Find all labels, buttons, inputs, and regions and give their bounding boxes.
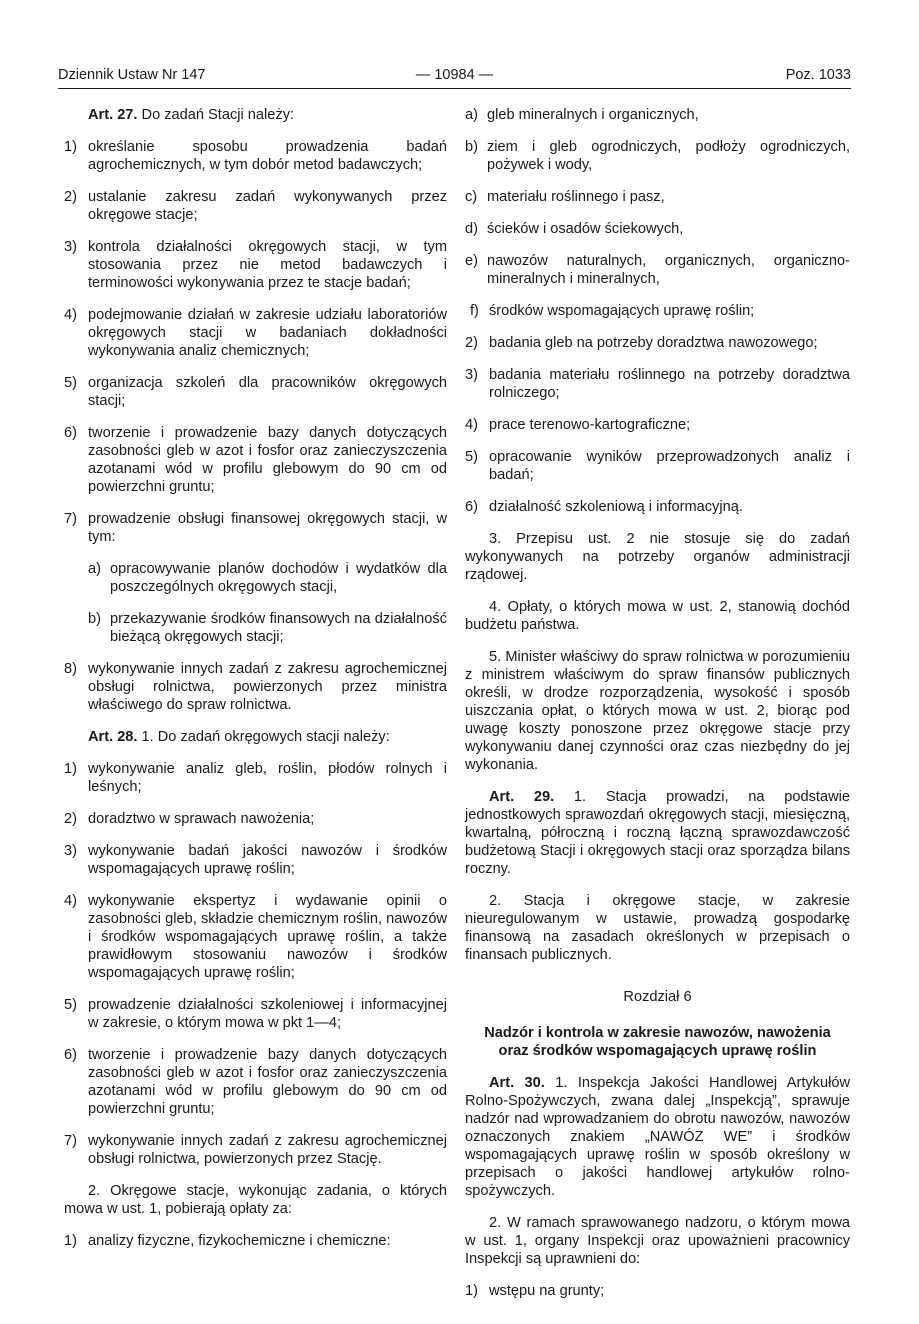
list-item: 4) prace terenowo-kartograficzne; bbox=[465, 417, 691, 433]
art28-intro: 1. Do zadań okręgowych stacji należy: bbox=[137, 729, 390, 745]
art30-label: Art. 30. bbox=[489, 1075, 545, 1091]
chapter-number: Rozdział 6 bbox=[623, 989, 692, 1005]
list-item: 1) wykonywanie analiz gleb, roślin, płodów rolnych i leśnych; bbox=[64, 761, 447, 795]
left-column bbox=[64, 106, 447, 1250]
list-item: 1) określanie sposobu prowadzenia badań agrochemicznych, w tym dobór metod badawczych; bbox=[64, 139, 447, 173]
list-item: 7) prowadzenie obsługi finansowej okręgowych stacji, w tym: bbox=[64, 511, 447, 545]
sub-item: f) środków wspomagających uprawę roślin; bbox=[470, 303, 755, 319]
art28-ust4: 4. Opłaty, o których mowa w ust. 2, stanowią dochód budżetu państwa. bbox=[465, 599, 850, 633]
art28-ust2: 2. Okręgowe stacje, wykonując zadania, o których mowa w ust. 1, pobierają opłaty za: bbox=[64, 1183, 447, 1217]
sub-item: d) ścieków i osadów ściekowych, bbox=[465, 221, 684, 237]
art30-text: 1. Inspekcja Jakości Handlowej Artykułów Rolno-Spożywczych, zwana dalej „Inspekcją”, sprawuje nadzór nad wprowadzaniem do obrotu nawozów, nawozów oznaczonych znakiem „NAWÓZ WE” i środków wspomagających uprawę roślin w sposób określony w przepisach o jakości handlowej artykułów rolno-spożywczych. bbox=[465, 1075, 850, 1199]
art27-label: Art. 27. bbox=[88, 107, 138, 123]
art30-ust2: 2. W ramach sprawowanego nadzoru, o którym mowa w ust. 1, organy Inspekcji oraz upoważnieni pracownicy Inspekcji są uprawnieni do: bbox=[465, 1215, 850, 1267]
page-header bbox=[58, 66, 851, 86]
right-column bbox=[465, 106, 850, 1300]
sub-item: a) opracowywanie planów dochodów i wydatków dla poszczególnych okręgowych stacji, bbox=[88, 561, 447, 595]
art28-heading bbox=[64, 728, 447, 746]
list-item: 1) wstępu na grunty; bbox=[465, 1283, 605, 1299]
list-item: 1) analizy fizyczne, fizykochemiczne i chemiczne: bbox=[64, 1233, 391, 1249]
art28-label: Art. 28. bbox=[88, 729, 138, 745]
sub-item: b) przekazywanie środków finansowych na działalność bieżącą okręgowych stacji; bbox=[88, 611, 447, 645]
list-item: 4) podejmowanie działań w zakresie udziału laboratoriów okręgowych stacji w badaniach dokładności wykonywania analiz chemicznych; bbox=[64, 307, 447, 359]
list-item: 3) badania materiału roślinnego na potrzeby doradztwa rolniczego; bbox=[465, 367, 850, 401]
art28-ust5: 5. Minister właściwy do spraw rolnictwa w porozumieniu z ministrem właściwym do spraw finansów publicznych określi, w drodze rozporządzenia, wysokość i sposób uiszczania opłat, o których mowa w ust. 2, biorąc pod uwagę koszty ponoszone przez okręgowe stacje przy wykonywaniu danej czynności oraz czas niezbędny do jej wykonania. bbox=[465, 649, 850, 773]
list-item: 2) ustalanie zakresu zadań wykonywanych przez okręgowe stacje; bbox=[64, 189, 447, 223]
art28-ust3: 3. Przepisu ust. 2 nie stosuje się do zadań wykonywanych na potrzeby organów administracji rządowej. bbox=[465, 531, 850, 583]
list-item: 5) prowadzenie działalności szkoleniowej i informacyjnej w zakresie, o którym mowa w pkt 1—4; bbox=[64, 997, 447, 1031]
art27-intro: Do zadań Stacji należy: bbox=[137, 107, 295, 123]
chapter-title: Nadzór i kontrola w zakresie nawozów, nawożenia oraz środków wspomagających uprawę roślin bbox=[484, 1025, 831, 1059]
position-number: Poz. 1033 bbox=[785, 67, 851, 83]
list-item: 6) tworzenie i prowadzenie bazy danych dotyczących zasobności gleb w azot i fosfor oraz zanieczyszczenia azotanami wód w profilu glebowym do 90 cm od powierzchni gruntu; bbox=[64, 1047, 447, 1117]
journal-title: Dziennik Ustaw Nr 147 bbox=[58, 67, 206, 83]
list-item: 2) doradztwo w sprawach nawożenia; bbox=[64, 811, 315, 827]
list-item: 7) wykonywanie innych zadań z zakresu agrochemicznej obsługi rolnictwa, powierzonych przez Stację. bbox=[64, 1133, 447, 1167]
sub-item: e) nawozów naturalnych, organicznych, organiczno-mineralnych i mineralnych, bbox=[465, 253, 850, 287]
list-item: 2) badania gleb na potrzeby doradztwa nawozowego; bbox=[465, 335, 818, 351]
list-item: 4) wykonywanie ekspertyz i wydawanie opinii o zasobności gleb, składzie chemicznym roślin, nawozów i środków wspomagających uprawę roślin, a także prawidłowym stosowaniu nawozów i środków wspomagających uprawę roślin; bbox=[64, 893, 447, 981]
list-item: 3) wykonywanie badań jakości nawozów i środków wspomagających uprawę roślin; bbox=[64, 843, 447, 877]
list-item: 3) kontrola działalności okręgowych stacji, w tym stosowania przez nie metod badawczych i terminowości wykonywania przez te stacje badań; bbox=[64, 239, 447, 291]
art29-ust2: 2. Stacja i okręgowe stacje, w zakresie nieuregulowanym w ustawie, prowadzą gospodarkę finansową na zasadach określonych w przepisach o finansach publicznych. bbox=[465, 893, 850, 963]
page-number: — 10984 — bbox=[415, 67, 494, 83]
list-item: 8) wykonywanie innych zadań z zakresu agrochemicznej obsługi rolnictwa, powierzonych przez ministra właściwego do spraw rolnictwa. bbox=[64, 661, 447, 713]
header-rule bbox=[58, 88, 851, 89]
sub-item: b) ziem i gleb ogrodniczych, podłoży ogrodniczych, pożywek i wody, bbox=[465, 139, 850, 173]
list-item: 6) działalność szkoleniową i informacyjną. bbox=[465, 499, 743, 515]
art29-label: Art. 29. bbox=[489, 789, 555, 805]
art29-paragraph bbox=[465, 788, 850, 878]
sub-item: c) materiału roślinnego i pasz, bbox=[465, 189, 665, 205]
art29-text: 1. Stacja prowadzi, na podstawie jednostkowych sprawozdań okręgowych stacji, miesięczną, kwartalną, półroczną i roczną łączną sprawozdawczość budżetową Stacji i okręgowych stacji oraz sporządza bilans roczny. bbox=[465, 789, 850, 877]
sub-item: a) gleb mineralnych i organicznych, bbox=[465, 107, 699, 123]
art27-heading bbox=[64, 106, 447, 124]
list-item: 5) opracowanie wyników przeprowadzonych analiz i badań; bbox=[465, 449, 850, 483]
art30-paragraph bbox=[465, 1074, 850, 1200]
list-item: 5) organizacja szkoleń dla pracowników okręgowych stacji; bbox=[64, 375, 447, 409]
list-item: 6) tworzenie i prowadzenie bazy danych dotyczących zasobności gleb w azot i fosfor oraz zanieczyszczenia azotanami wód w profilu glebowym do 90 cm od powierzchni gruntu; bbox=[64, 425, 447, 495]
